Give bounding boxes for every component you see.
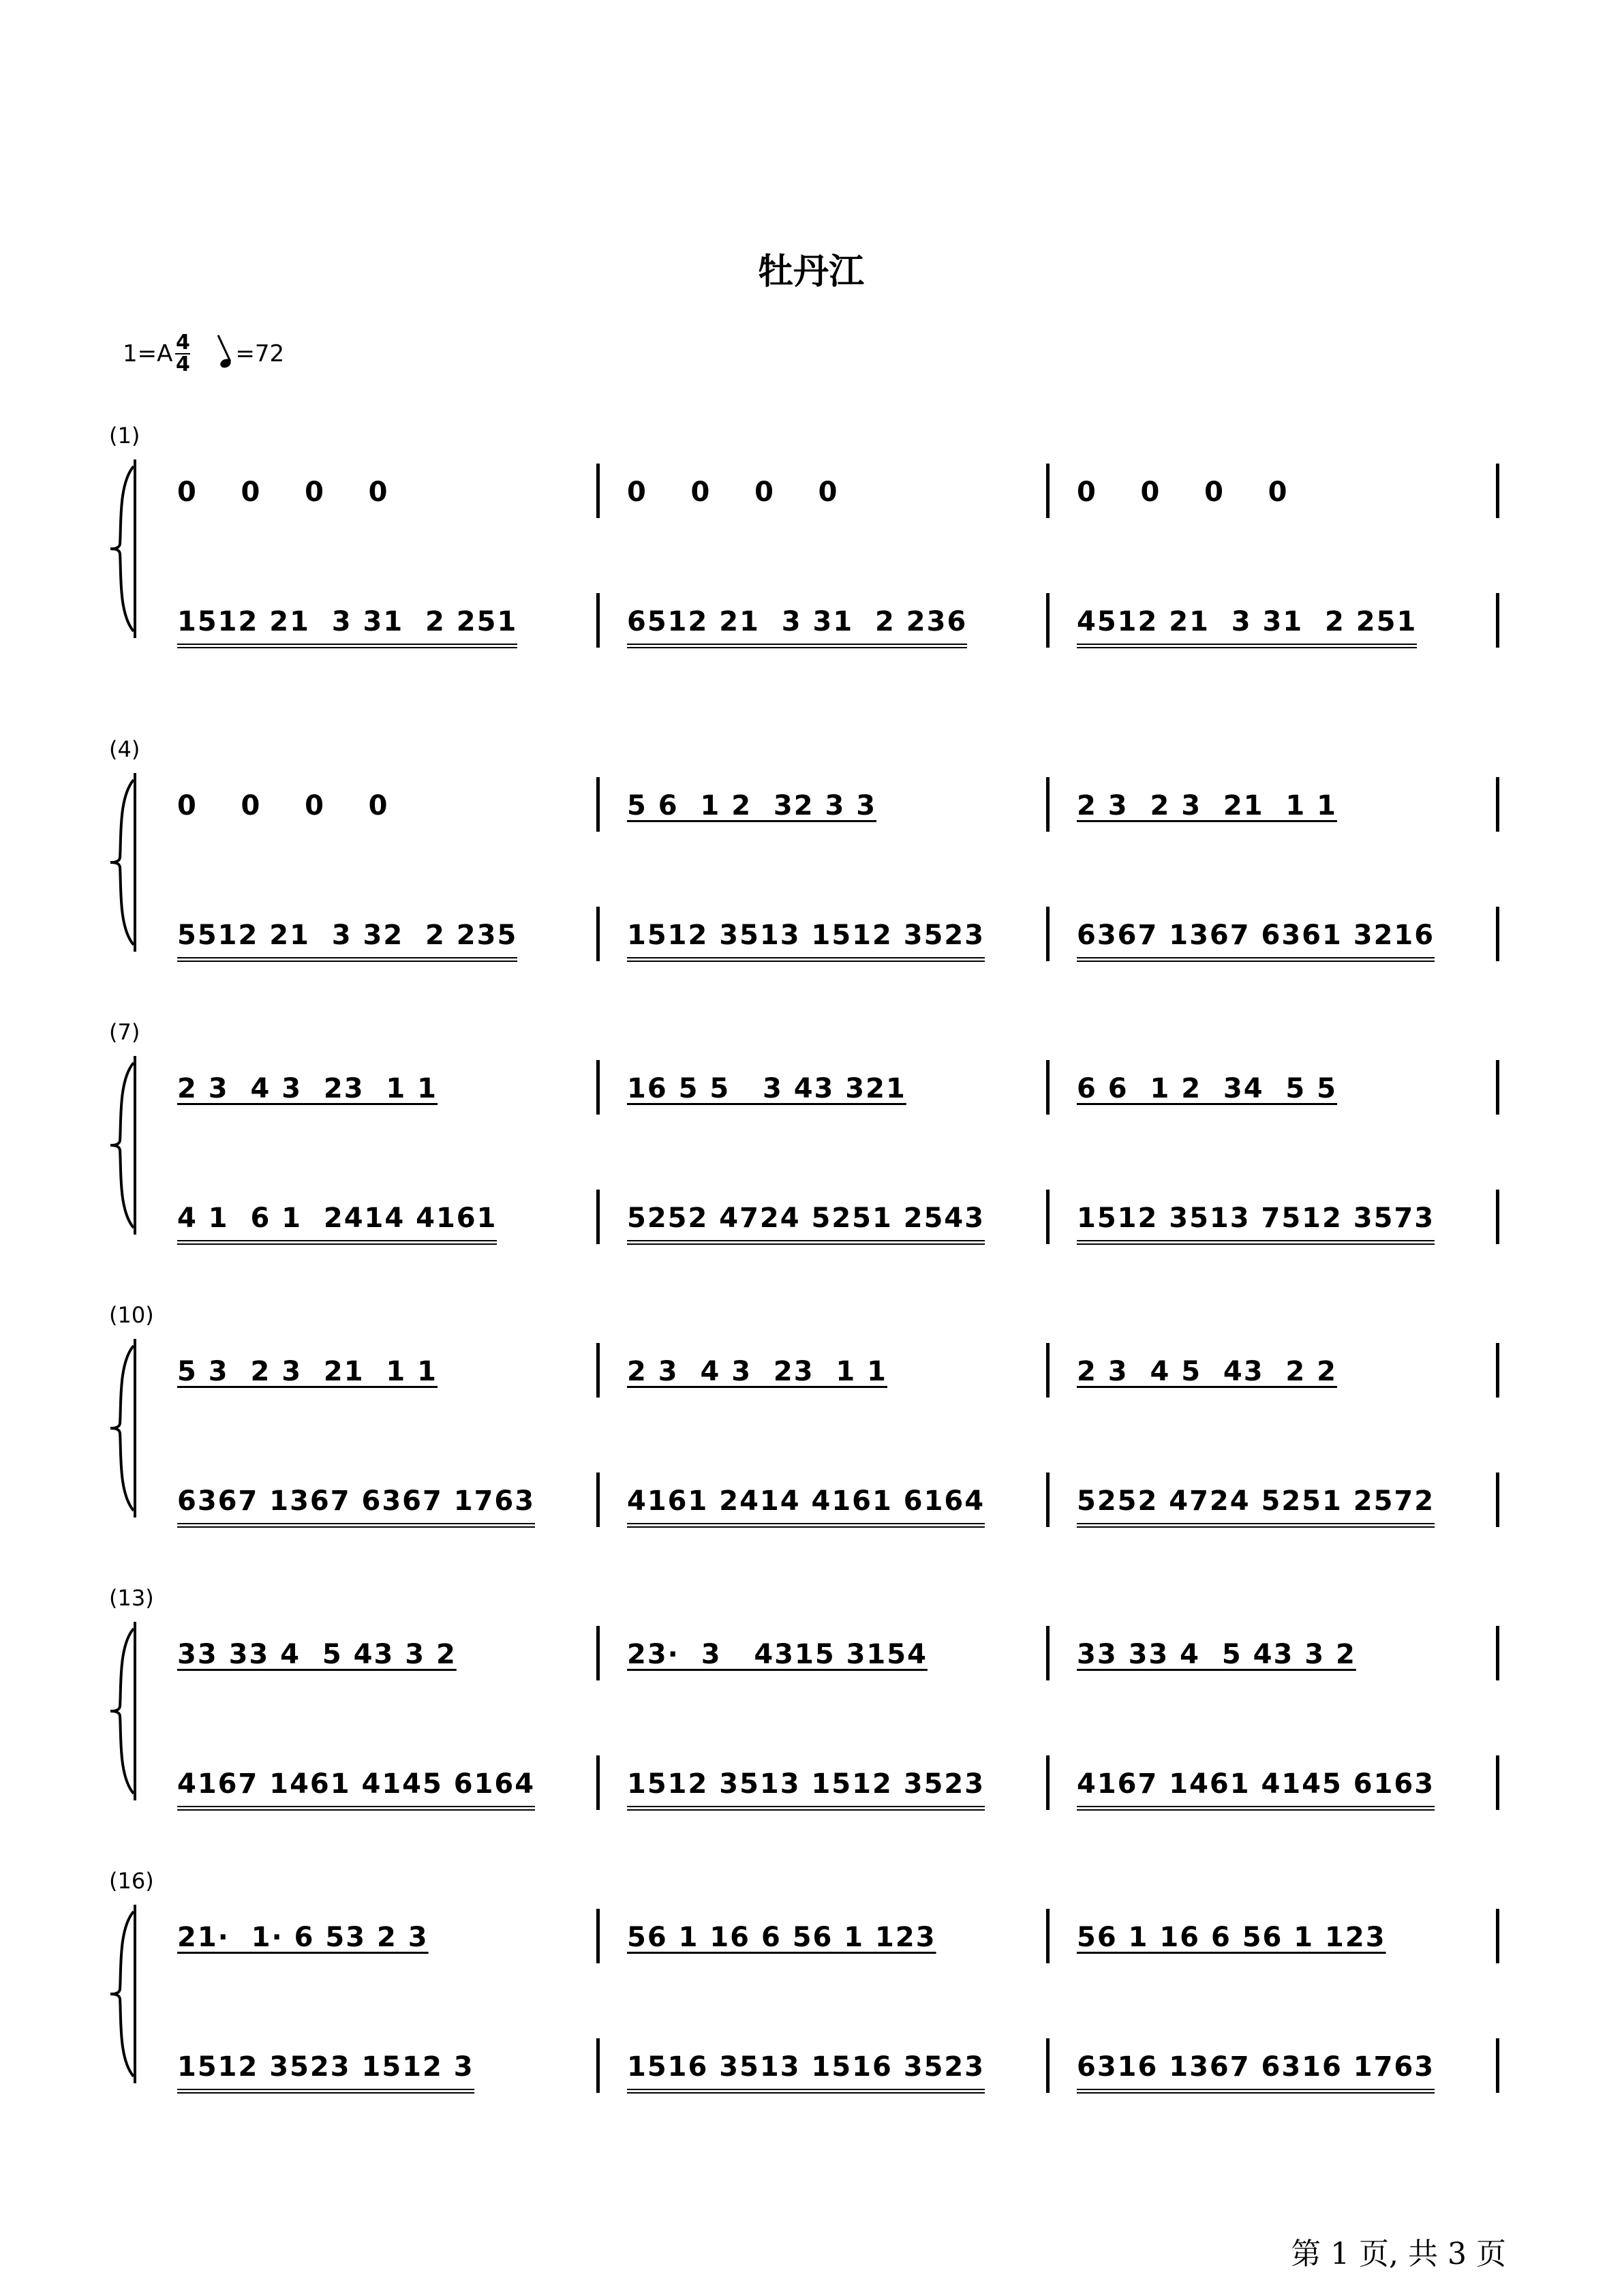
- bass-measure: 4 1 6 1 2414 4161: [177, 1198, 497, 1245]
- treble-measure: 6 6 1 2 34 5 5: [1077, 1073, 1337, 1104]
- barline: [1046, 1755, 1050, 1810]
- system-number: (4): [109, 736, 140, 762]
- barline: [596, 907, 600, 961]
- barline: [1496, 2038, 1499, 2093]
- bass-measure: 5252 4724 5251 2572: [1077, 1481, 1435, 1528]
- system-number: (16): [109, 1868, 154, 1894]
- barline: [1046, 1343, 1050, 1398]
- tempo-marking: [220, 340, 284, 367]
- treble-measure: 2 3 4 3 23 1 1: [177, 1073, 438, 1104]
- system-line: [134, 773, 136, 952]
- score-system: [0, 1868, 1622, 2083]
- bass-measure: 4161 2414 4161 6164: [627, 1481, 985, 1528]
- treble-measure: 0 0 0 0: [177, 790, 389, 821]
- treble-measure: 2 3 4 5 43 2 2: [1077, 1356, 1337, 1387]
- barline: [596, 464, 600, 518]
- tempo-value: =72: [235, 340, 285, 367]
- system-line: [134, 1622, 136, 1800]
- system-line: [134, 459, 136, 638]
- bass-measure: 6367 1367 6367 1763: [177, 1481, 535, 1528]
- barline: [596, 593, 600, 648]
- barline: [596, 1060, 600, 1115]
- bass-measure: 1512 3513 1512 3523: [627, 1764, 985, 1811]
- bass-measure: 1516 3513 1516 3523: [627, 2046, 985, 2094]
- barline: [1496, 1472, 1499, 1527]
- bass-measure: 5252 4724 5251 2543: [627, 1198, 985, 1245]
- bass-measure: 1512 21 3 31 2 251: [177, 601, 517, 648]
- bass-measure: 6512 21 3 31 2 236: [627, 601, 967, 648]
- barline: [1496, 1190, 1499, 1244]
- barline: [1046, 1909, 1050, 1963]
- barline: [1046, 1060, 1050, 1115]
- system-number: (7): [109, 1019, 140, 1045]
- bass-measure: 1512 3523 1512 3: [177, 2046, 474, 2094]
- treble-measure: 21· 1· 6 53 2 3: [177, 1922, 429, 1953]
- system-line: [134, 1905, 136, 2083]
- barline: [1046, 464, 1050, 518]
- bass-measure: 4512 21 3 31 2 251: [1077, 601, 1417, 648]
- page-footer: 第 1 页, 共 3 页: [1291, 2237, 1506, 2271]
- bass-measure: 4167 1461 4145 6163: [1077, 1764, 1435, 1811]
- barline: [1496, 907, 1499, 961]
- barline: [596, 2038, 600, 2093]
- barline: [596, 1472, 600, 1527]
- barline: [1496, 464, 1499, 518]
- treble-measure: 56 1 16 6 56 1 123: [627, 1922, 936, 1953]
- barline: [1046, 1472, 1050, 1527]
- barline: [1046, 907, 1050, 961]
- treble-measure: 33 33 4 5 43 3 2: [1077, 1639, 1356, 1670]
- system-number: (13): [109, 1585, 154, 1611]
- score-header: [123, 333, 284, 375]
- bass-measure: 1512 3513 1512 3523: [627, 915, 985, 962]
- time-signature: [175, 333, 190, 375]
- treble-measure: 2 3 4 3 23 1 1: [627, 1356, 887, 1387]
- system-number: (1): [109, 423, 140, 449]
- bass-measure: 5512 21 3 32 2 235: [177, 915, 517, 962]
- treble-measure: 33 33 4 5 43 3 2: [177, 1639, 457, 1670]
- system-line: [134, 1056, 136, 1235]
- system-number: (10): [109, 1302, 154, 1328]
- barline: [1496, 1755, 1499, 1810]
- barline: [1046, 593, 1050, 648]
- treble-measure: 23· 3 4315 3154: [627, 1639, 928, 1670]
- key-signature: 1=A: [123, 340, 173, 367]
- quarter-note-icon: [219, 357, 233, 369]
- score-system: [0, 1302, 1622, 1517]
- time-signature-top: 4: [175, 331, 190, 354]
- score-system: [0, 736, 1622, 951]
- barline: [1046, 2038, 1050, 2093]
- barline: [1046, 777, 1050, 832]
- barline: [1046, 1190, 1050, 1244]
- barline: [596, 1755, 600, 1810]
- treble-measure: 0 0 0 0: [627, 477, 839, 508]
- bass-measure: 6316 1367 6316 1763: [1077, 2046, 1435, 2094]
- barline: [596, 1343, 600, 1398]
- treble-measure: 5 6 1 2 32 3 3: [627, 790, 877, 821]
- barline: [596, 1626, 600, 1680]
- treble-measure: 16 5 5 3 43 321: [627, 1073, 906, 1104]
- score-system: [0, 423, 1622, 637]
- barline: [1046, 1626, 1050, 1680]
- bass-measure: 1512 3513 7512 3573: [1077, 1198, 1435, 1245]
- barline: [1496, 1060, 1499, 1115]
- barline: [1496, 1626, 1499, 1680]
- barline: [1496, 1909, 1499, 1963]
- treble-measure: 2 3 2 3 21 1 1: [1077, 790, 1337, 821]
- barline: [596, 1190, 600, 1244]
- score-system: [0, 1019, 1622, 1234]
- barline: [1496, 777, 1499, 832]
- barline: [1496, 1343, 1499, 1398]
- bass-measure: 4167 1461 4145 6164: [177, 1764, 535, 1811]
- system-line: [134, 1339, 136, 1517]
- bass-measure: 6367 1367 6361 3216: [1077, 915, 1435, 962]
- treble-measure: 56 1 16 6 56 1 123: [1077, 1922, 1386, 1953]
- score-title: 牡丹江: [757, 252, 864, 292]
- barline: [596, 777, 600, 832]
- treble-measure: 0 0 0 0: [1077, 477, 1289, 508]
- treble-measure: 5 3 2 3 21 1 1: [177, 1356, 438, 1387]
- barline: [1496, 593, 1499, 648]
- score-system: [0, 1585, 1622, 1800]
- treble-measure: 0 0 0 0: [177, 477, 389, 508]
- time-signature-bottom: 4: [175, 352, 190, 376]
- barline: [596, 1909, 600, 1963]
